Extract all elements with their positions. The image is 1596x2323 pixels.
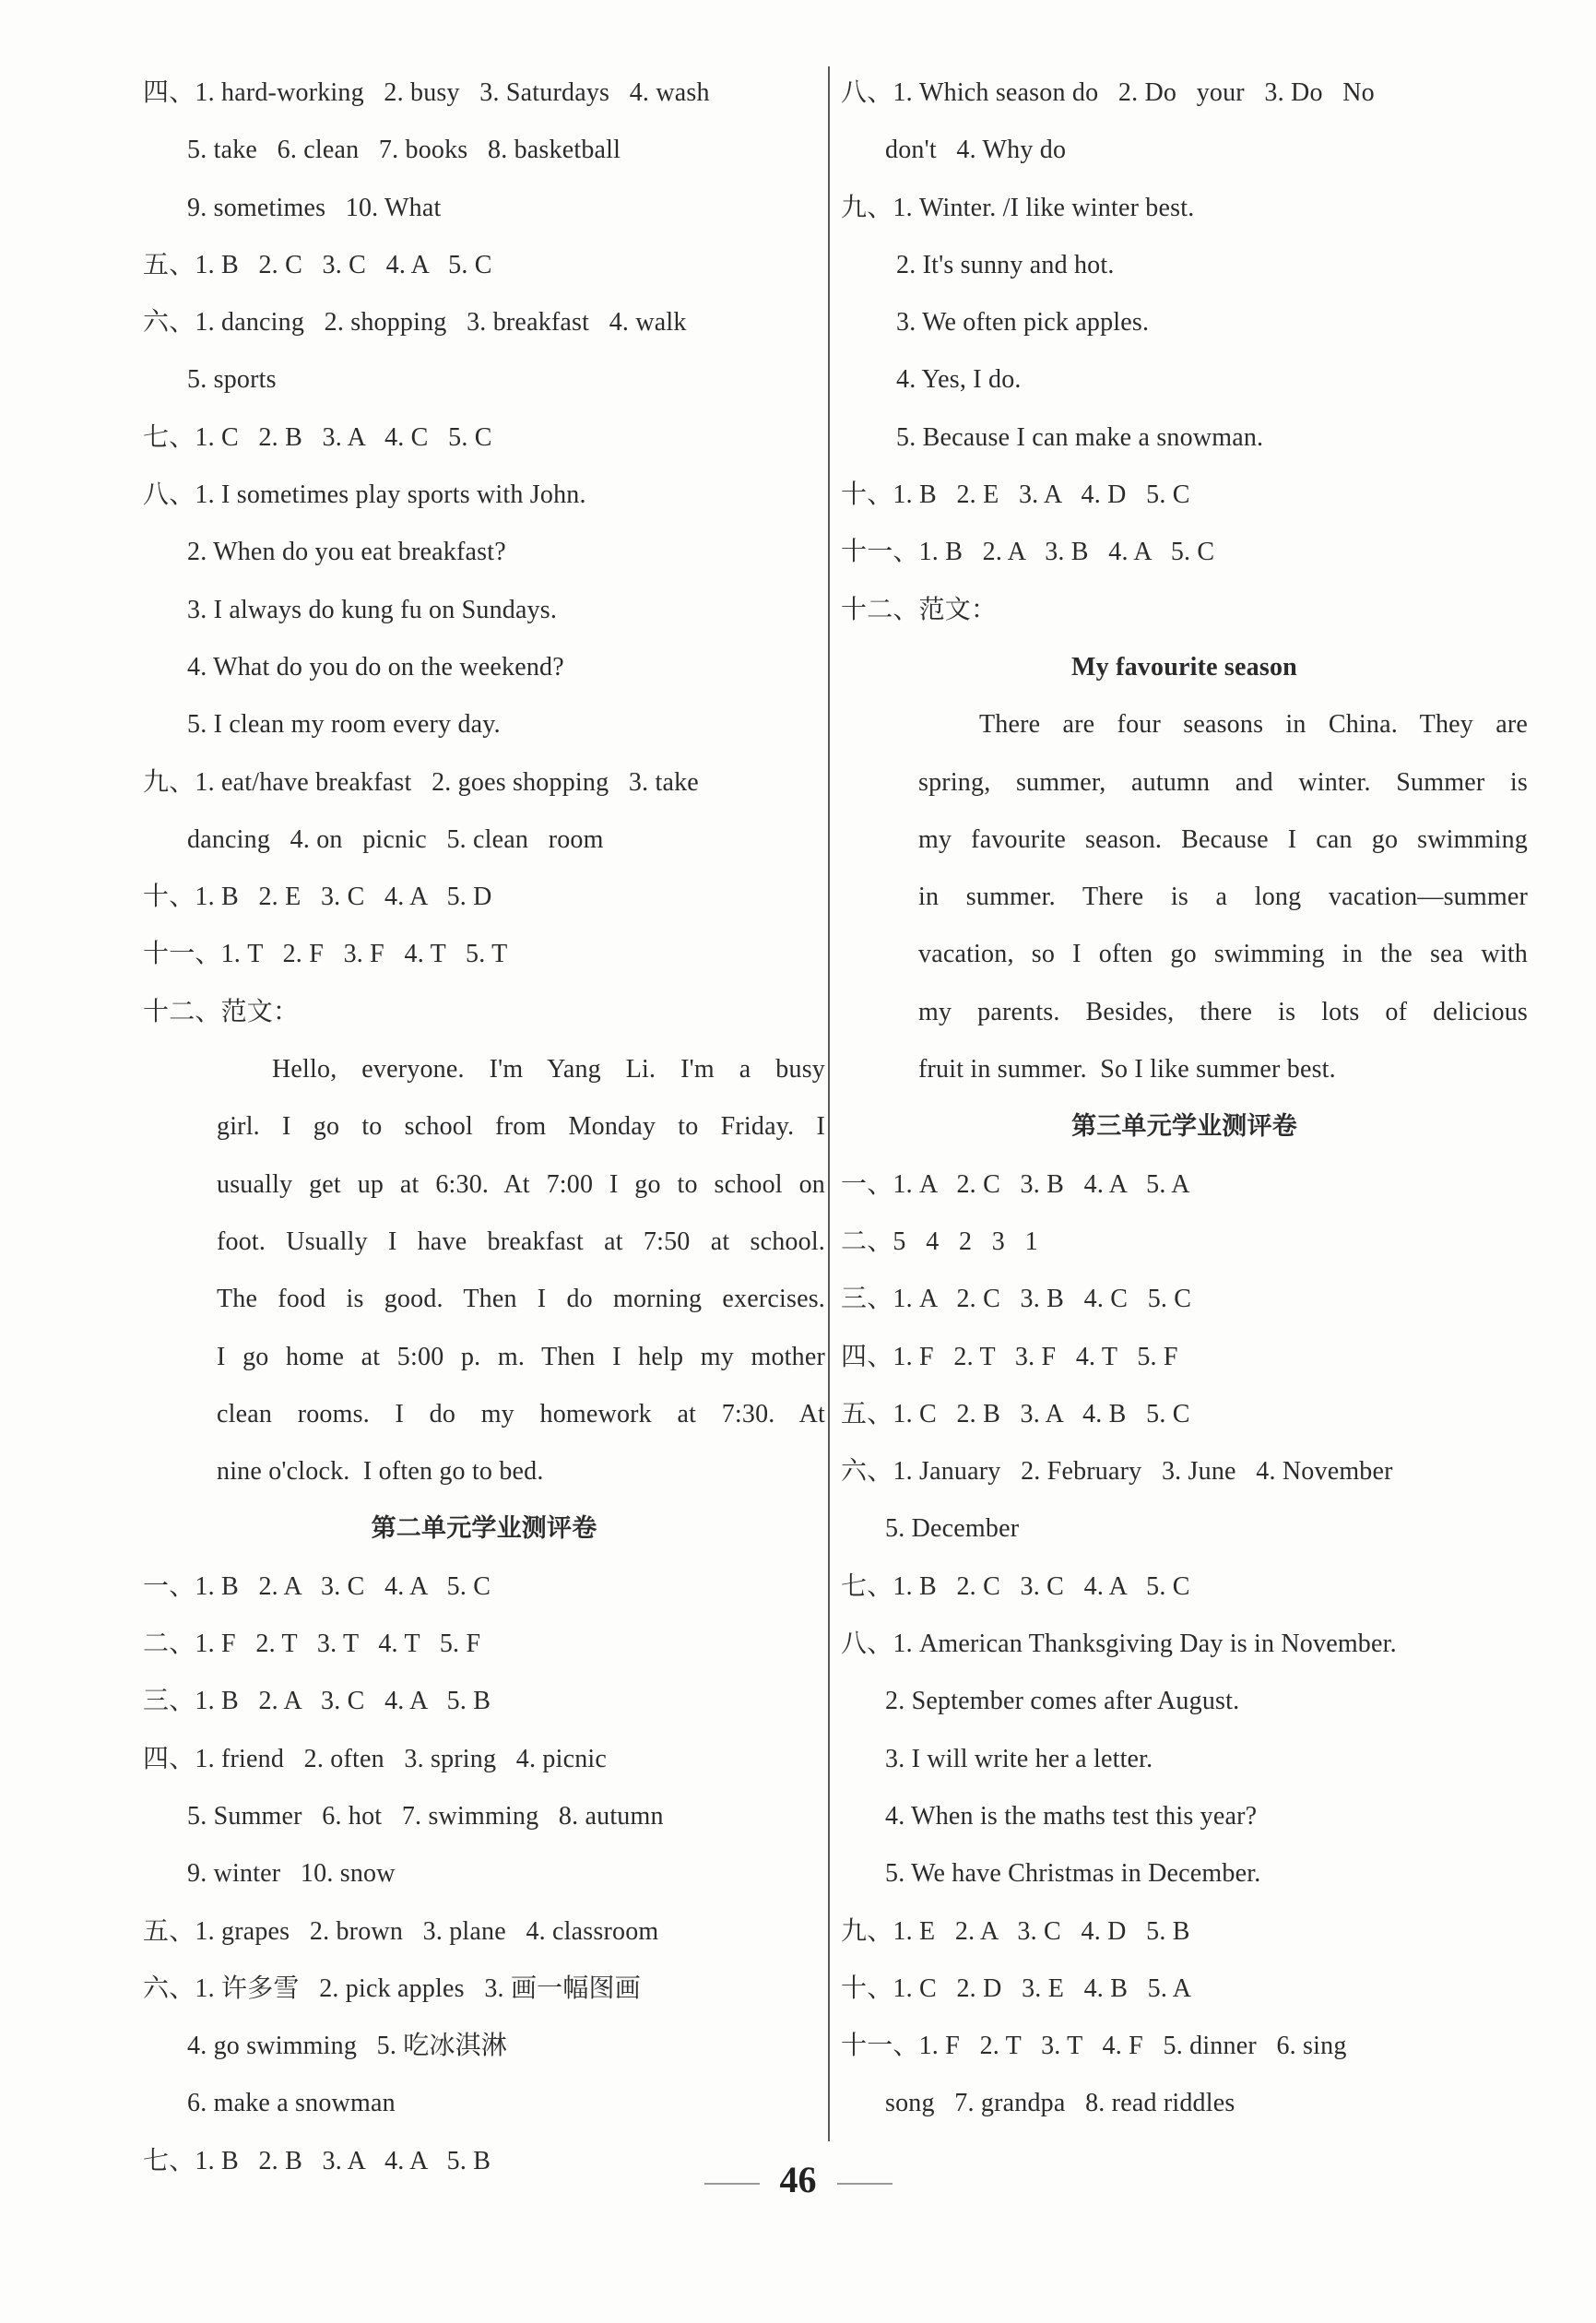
answer-line: 2. September comes after August.: [885, 1687, 1240, 1716]
answer-line: 二、5 4 2 3 1: [841, 1227, 1038, 1256]
page-footer: [0, 2158, 1596, 2201]
answer-line: 七、1. B 2. B 3. A 4. A 5. B: [143, 2146, 491, 2175]
answer-line: 2. When do you eat breakfast?: [187, 538, 506, 567]
answer-line: foot. Usually I have breakfast at 7:50 at school.: [217, 1227, 825, 1256]
answer-line: 5. December: [885, 1514, 1020, 1544]
answer-line: 一、1. A 2. C 3. B 4. A 5. A: [841, 1169, 1190, 1199]
answer-line: 十二、范文：: [841, 595, 998, 624]
answer-line: 十、1. C 2. D 3. E 4. B 5. A: [841, 1973, 1192, 2003]
answer-line: 9. sometimes 10. What: [187, 193, 442, 222]
answer-line: 六、1. dancing 2. shopping 3. breakfast 4. walk: [143, 308, 687, 338]
answer-line: 4. go swimming 5. 吃冰淇淋: [187, 2032, 508, 2061]
answer-line: fruit in summer. So I like summer best.: [918, 1055, 1336, 1084]
answer-line: 六、1. 许多雪 2. pick apples 3. 画一幅图画: [143, 1973, 641, 2003]
answer-line: 十一、1. F 2. T 3. T 4. F 5. dinner 6. sing: [841, 2032, 1347, 2061]
answer-line: girl. I go to school from Monday to Friday. I: [217, 1112, 825, 1142]
answer-line: spring, summer, autumn and winter. Summer is: [918, 767, 1528, 797]
answer-line: 5. Summer 6. hot 7. swimming 8. autumn: [187, 1801, 664, 1831]
answer-line: 七、1. C 2. B 3. A 4. C 5. C: [143, 422, 492, 452]
answer-line: 三、1. B 2. A 3. C 4. A 5. B: [143, 1687, 491, 1716]
answer-line: 3. I always do kung fu on Sundays.: [187, 595, 558, 624]
answer-line: 四、1. F 2. T 3. F 4. T 5. F: [841, 1342, 1178, 1371]
left-column: [143, 65, 825, 2190]
page-number: 46: [779, 2159, 817, 2200]
answer-line: 2. It's sunny and hot.: [896, 250, 1115, 279]
answer-line: 八、1. Which season do 2. Do your 3. Do No: [841, 78, 1375, 107]
answer-line: 六、1. January 2. February 3. June 4. November: [841, 1457, 1393, 1487]
column-divider: [828, 66, 830, 2141]
essay-title: My favourite season: [1071, 652, 1297, 681]
answer-line: 四、1. friend 2. often 3. spring 4. picnic: [143, 1744, 608, 1773]
answer-line: 9. winter 10. snow: [187, 1859, 396, 1889]
answer-line: dancing 4. on picnic 5. clean room: [187, 824, 604, 854]
answer-line: There are four seasons in China. They are: [979, 710, 1528, 740]
answer-line: 二、1. F 2. T 3. T 4. T 5. F: [143, 1630, 481, 1659]
answer-line: usually get up at 6:30. At 7:00 I go to school on: [217, 1169, 825, 1199]
answer-line: 3. I will write her a letter.: [885, 1744, 1153, 1773]
answer-line: 4. What do you do on the weekend?: [187, 652, 564, 681]
answer-line: 6. make a snowman: [187, 2089, 396, 2118]
answer-line: 四、1. hard-working 2. busy 3. Saturdays 4. wash: [143, 78, 710, 107]
section-heading: 第三单元学业测评卷: [1071, 1112, 1297, 1142]
answer-line: clean rooms. I do my homework at 7:30. At: [217, 1399, 825, 1428]
answer-line: 十、1. B 2. E 3. A 4. D 5. C: [841, 480, 1190, 510]
answer-line: 九、1. E 2. A 3. C 4. D 5. B: [841, 1916, 1190, 1946]
answer-line: 5. Because I can make a snowman.: [896, 422, 1264, 452]
answer-line: 十二、范文：: [143, 997, 300, 1026]
answer-line: The food is good. Then I do morning exercises.: [217, 1285, 825, 1314]
answer-line: 5. I clean my room every day.: [187, 710, 501, 740]
answer-line: my parents. Besides, there is lots of delicious: [918, 997, 1528, 1026]
answer-line: 三、1. A 2. C 3. B 4. C 5. C: [841, 1285, 1192, 1314]
answer-line: in summer. There is a long vacation—summer: [918, 883, 1528, 912]
answer-line: 3. We often pick apples.: [896, 308, 1150, 338]
answer-line: vacation, so I often go swimming in the sea with: [918, 940, 1528, 969]
section-heading: 第二单元学业测评卷: [371, 1514, 597, 1544]
answer-line: my favourite season. Because I can go swimming: [918, 824, 1528, 854]
answer-line: I go home at 5:00 p. m. Then I help my mother: [217, 1342, 825, 1371]
answer-line: song 7. grandpa 8. read riddles: [885, 2089, 1235, 2118]
answer-line: 九、1. Winter. /I like winter best.: [841, 193, 1195, 222]
answer-line: nine o'clock. I often go to bed.: [217, 1457, 544, 1487]
answer-line: 七、1. B 2. C 3. C 4. A 5. C: [841, 1571, 1190, 1601]
footer-rule-right: [837, 2183, 893, 2185]
answer-line: 5. take 6. clean 7. books 8. basketball: [187, 136, 621, 165]
answer-line: 五、1. grapes 2. brown 3. plane 4. classroom: [143, 1916, 659, 1946]
answer-line: 一、1. B 2. A 3. C 4. A 5. C: [143, 1571, 491, 1601]
answer-line: 八、1. I sometimes play sports with John.: [143, 480, 586, 510]
answer-line: 4. When is the maths test this year?: [885, 1801, 1258, 1831]
right-column: [841, 65, 1528, 2133]
answer-line: Hello, everyone. I'm Yang Li. I'm a busy: [272, 1055, 825, 1084]
answer-line: 十一、1. B 2. A 3. B 4. A 5. C: [841, 538, 1215, 567]
answer-line: 十、1. B 2. E 3. C 4. A 5. D: [143, 883, 492, 912]
answer-line: 4. Yes, I do.: [896, 365, 1022, 395]
footer-rule-left: [704, 2183, 760, 2185]
answer-line: 九、1. eat/have breakfast 2. goes shopping 3. take: [143, 767, 699, 797]
answer-line: 5. sports: [187, 365, 277, 395]
answer-line: 五、1. C 2. B 3. A 4. B 5. C: [841, 1399, 1190, 1428]
answer-line: 十一、1. T 2. F 3. F 4. T 5. T: [143, 940, 508, 969]
answer-line: 八、1. American Thanksgiving Day is in November.: [841, 1630, 1397, 1659]
answer-line: 五、1. B 2. C 3. C 4. A 5. C: [143, 250, 492, 279]
answer-line: 5. We have Christmas in December.: [885, 1859, 1261, 1889]
answer-line: don't 4. Why do: [885, 136, 1067, 165]
